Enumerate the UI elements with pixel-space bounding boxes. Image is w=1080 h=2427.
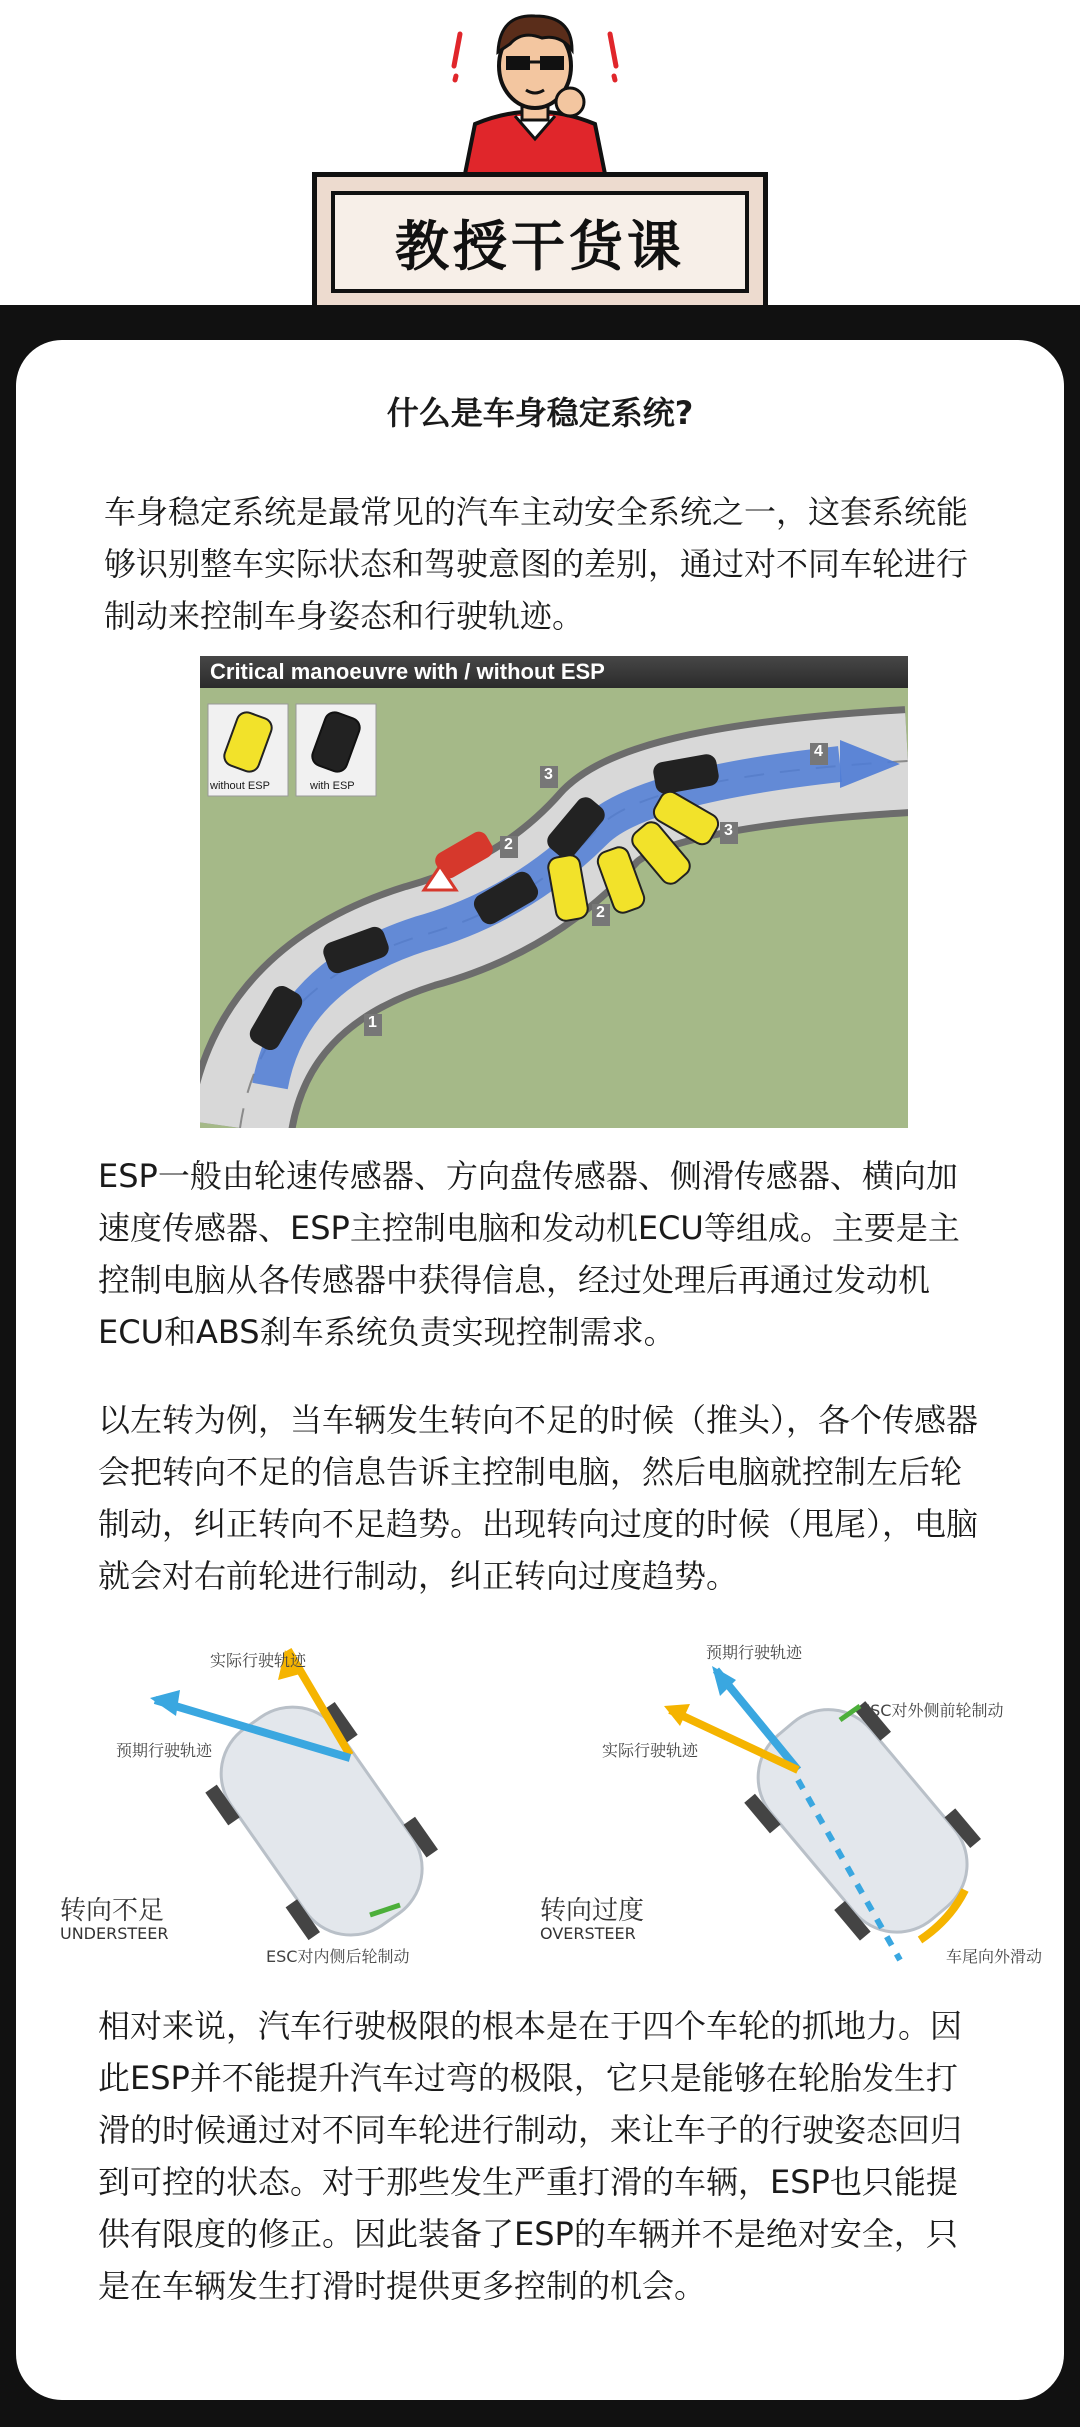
page-title: 教授干货课 bbox=[395, 214, 685, 278]
paragraph-intro: 车身稳定系统是最常见的汽车主动安全系统之一，这套系统能够识别整车实际状态和驾驶意图的差别，通过对不同车轮进行制动来控制车身姿态和行驶轨迹。 bbox=[104, 493, 969, 635]
paragraph-conclusion: 相对来说，汽车行驶极限的根本是在于四个车轮的抓地力。因此ESP并不能提升汽车过弯的极限，它只是能够在轮胎发生打滑的时候通过对不同车轮进行制动，来让车子的行驶姿态回归到可控的状态。对于那些发生严重打滑的车辆，ESP也只能提供有限度的修正。因此装备了ESP的车辆并不是绝对安全，只是在车辆发生打滑时提供更多控制的机会。 bbox=[98, 2007, 963, 2305]
professor-mascot-illustration bbox=[430, 4, 640, 174]
left-brake-label: ESC对内侧后轮制动 bbox=[266, 1947, 410, 1966]
step-label-4: 4 bbox=[814, 743, 823, 760]
right-slide-label: 车尾向外滑动 bbox=[946, 1947, 1043, 1966]
right-brake-label: ESC对外侧前轮制动 bbox=[860, 1701, 1004, 1720]
step-label-1: 1 bbox=[368, 1014, 377, 1031]
paragraph-components: ESP一般由轮速传感器、方向盘传感器、侧滑传感器、横向加速度传感器、ESP主控制电脑和发动机ECU等组成。主要是主控制电脑从各传感器中获得信息，经过处理后再通过发动机ECU和ABS刹车系统负责实现控制需求。 bbox=[98, 1157, 960, 1351]
oversteer-en-label: OVERSTEER bbox=[540, 1924, 636, 1943]
esp-manoeuvre-illustration bbox=[200, 656, 908, 1128]
article-heading: 什么是车身稳定系统? bbox=[386, 394, 694, 432]
header-area bbox=[0, 0, 1080, 310]
right-expected-label: 预期行驶轨迹 bbox=[706, 1643, 803, 1662]
legend-with-esp: with ESP bbox=[310, 780, 355, 792]
step-label-3: 3 bbox=[544, 766, 553, 783]
esp-figure-title: Critical manoeuvre with / without ESP bbox=[200, 656, 908, 688]
left-actual-label: 实际行驶轨迹 bbox=[210, 1651, 307, 1670]
step-label-2: 2 bbox=[504, 836, 513, 853]
left-expected-label: 预期行驶轨迹 bbox=[116, 1741, 213, 1760]
right-actual-label: 实际行驶轨迹 bbox=[602, 1741, 699, 1760]
understeer-oversteer-illustration bbox=[60, 1640, 1050, 1970]
understeer-cn-label: 转向不足 bbox=[60, 1896, 165, 1926]
title-sign bbox=[312, 172, 768, 312]
title-sign-inner bbox=[331, 191, 749, 293]
esp-road-drawing bbox=[200, 656, 908, 1128]
step-label-3b: 3 bbox=[724, 822, 733, 839]
step-label-2b: 2 bbox=[596, 904, 605, 921]
legend-without-esp: without ESP bbox=[210, 780, 270, 792]
understeer-en-label: UNDERSTEER bbox=[60, 1924, 169, 1943]
oversteer-cn-label: 转向过度 bbox=[540, 1896, 645, 1926]
paragraph-example: 以左转为例，当车辆发生转向不足的时候（推头），各个传感器会把转向不足的信息告诉主控制电脑，然后电脑就控制左后轮制动，纠正转向不足趋势。出现转向过度的时候（甩尾），电脑就会对右前轮进行制动，纠正转向过度趋势。 bbox=[98, 1401, 979, 1595]
